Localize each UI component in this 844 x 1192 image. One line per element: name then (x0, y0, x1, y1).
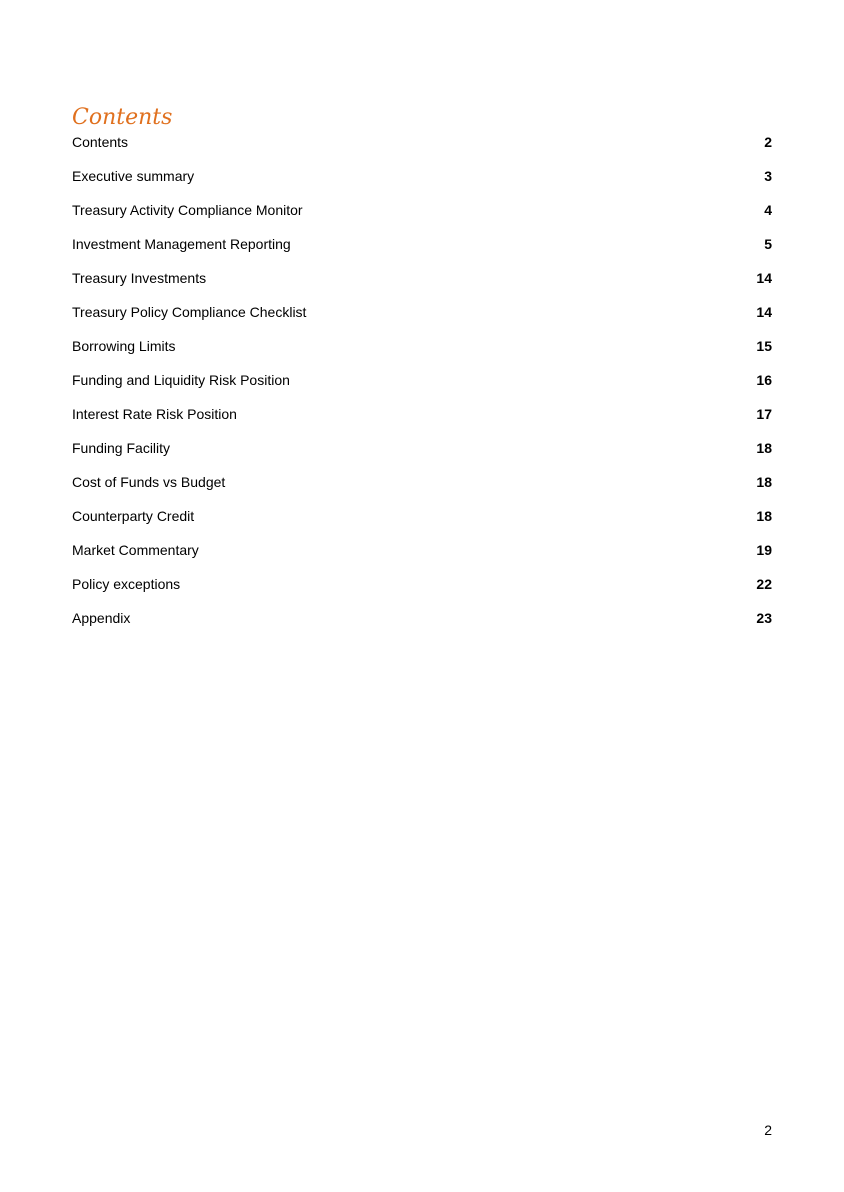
toc-entry-page-number: 14 (756, 304, 772, 320)
toc-entry-label: Treasury Activity Compliance Monitor (72, 202, 303, 218)
toc-entry-label: Interest Rate Risk Position (72, 406, 237, 422)
toc-entry-label: Policy exceptions (72, 576, 181, 592)
toc-entry-page-number: 4 (764, 202, 772, 218)
toc-entry-label: Investment Management Reporting (72, 236, 291, 252)
toc-entry-label: Cost of Funds vs Budget (72, 474, 226, 490)
toc-entry-page-number: 16 (756, 372, 772, 388)
toc-entry-page-number: 18 (756, 508, 772, 524)
toc-entry[interactable] (72, 608, 772, 628)
toc-entry[interactable] (72, 234, 772, 254)
toc-entry-label: Executive summary (72, 168, 195, 184)
toc-entry[interactable] (72, 200, 772, 220)
toc-entry-label: Market Commentary (72, 542, 199, 558)
toc-entry[interactable] (72, 574, 772, 594)
toc-entry-label: Counterparty Credit (72, 508, 195, 524)
footer-page-number: 2 (764, 1122, 772, 1138)
toc-entry-label: Treasury Investments (72, 270, 207, 286)
toc-entry-page-number: 23 (756, 610, 772, 626)
toc-entry-label: Appendix (72, 610, 131, 626)
toc-entry[interactable] (72, 540, 772, 560)
toc-entry-page-number: 19 (756, 542, 772, 558)
toc-entry-page-number: 17 (756, 406, 772, 422)
toc-entry-page-number: 14 (756, 270, 772, 286)
toc-entry[interactable] (72, 132, 772, 152)
toc-entry-page-number: 5 (764, 236, 772, 252)
toc-entry[interactable] (72, 336, 772, 356)
toc-entry[interactable] (72, 506, 772, 526)
contents-title: Contents (72, 105, 173, 130)
toc-entry[interactable] (72, 166, 772, 186)
toc-entry-label: Borrowing Limits (72, 338, 176, 354)
toc-entry[interactable] (72, 268, 772, 288)
toc-entry-page-number: 22 (756, 576, 772, 592)
toc-entry-page-number: 15 (756, 338, 772, 354)
toc-entry[interactable] (72, 302, 772, 322)
toc-entry-label: Contents (72, 134, 129, 150)
toc-entry-page-number: 18 (756, 474, 772, 490)
table-of-contents (72, 132, 772, 642)
toc-entry[interactable] (72, 438, 772, 458)
toc-entry-page-number: 3 (764, 168, 772, 184)
toc-entry-label: Funding Facility (72, 440, 171, 456)
toc-entry-label: Funding and Liquidity Risk Position (72, 372, 290, 388)
toc-entry[interactable] (72, 472, 772, 492)
toc-entry-page-number: 2 (764, 134, 772, 150)
toc-entry-page-number: 18 (756, 440, 772, 456)
toc-entry[interactable] (72, 370, 772, 390)
toc-entry-label: Treasury Policy Compliance Checklist (72, 304, 307, 320)
toc-entry[interactable] (72, 404, 772, 424)
